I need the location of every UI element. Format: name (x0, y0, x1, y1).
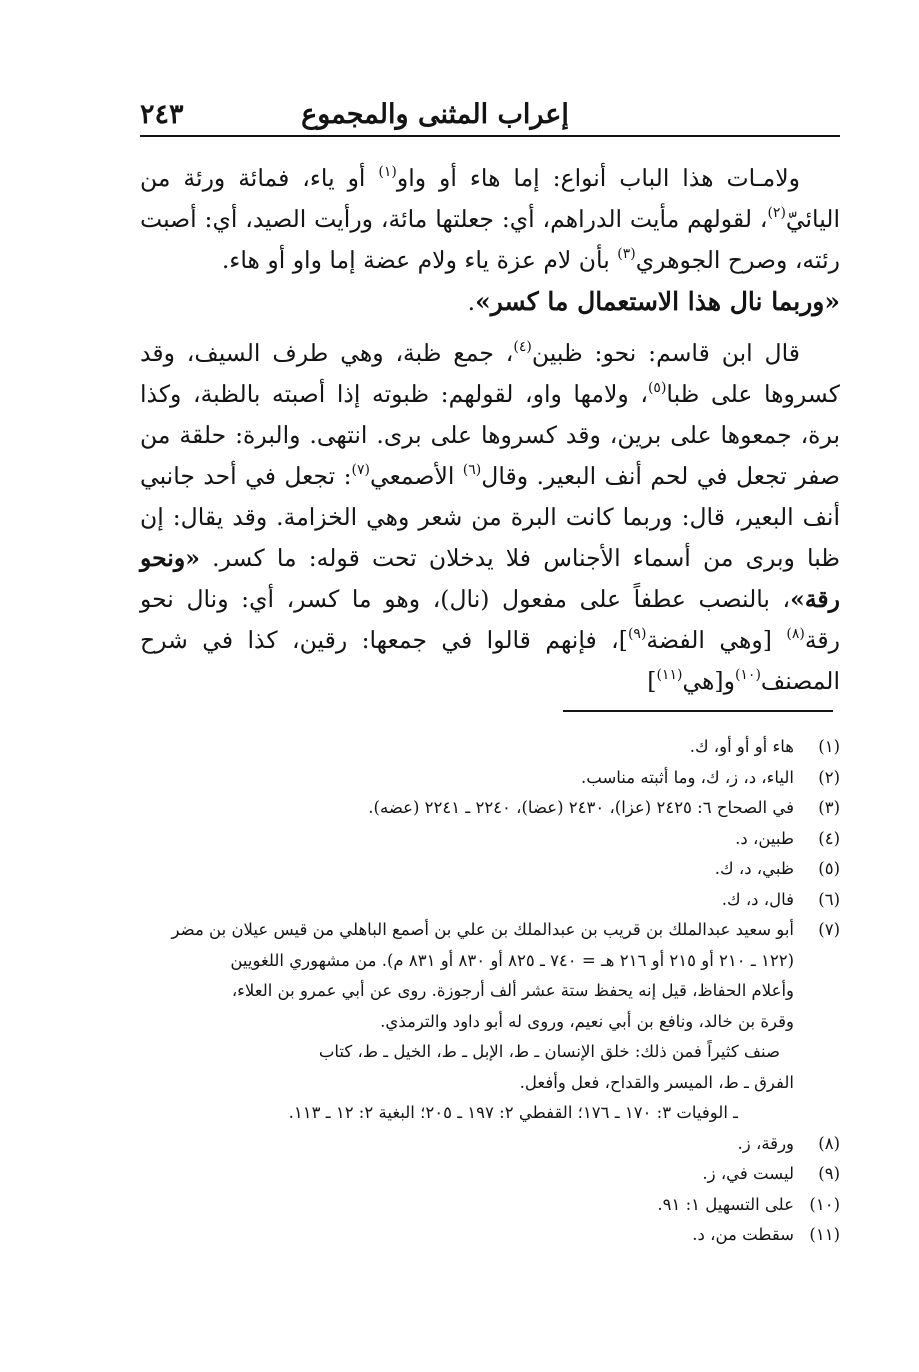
footnote-line: ورقة، ز. (737, 1133, 794, 1153)
footnote-item (140, 915, 840, 1129)
text-run: ، ولامها واو، لقولهم: ظبوته إذا أصبته بالظبة، وكذا برة، جمعوها على برين، وقد كسروها على برى. انتهى. والبرة: حلقة من صفر تجعل في لحم أنف البعير. وقال (140, 380, 841, 490)
footnote-ref-2[interactable]: (٢) (767, 205, 786, 221)
footnote-line: ليست في، ز. (702, 1164, 794, 1183)
footnote-item (140, 1190, 840, 1221)
footnote-line: صنف كثيراً فمن ذلك: خلق الإنسان ـ ط، الإبل ـ ط، الخيل ـ ط، كتاب (318, 1042, 780, 1061)
footnote-ref-11[interactable]: (١١) (656, 667, 683, 683)
footnote-ref-8[interactable]: (٨) (786, 626, 805, 642)
footnote-text (140, 915, 794, 1129)
footnote-item (140, 824, 840, 855)
footnote-item (140, 1159, 840, 1190)
footnote-item (140, 732, 840, 763)
footnote-separator (563, 710, 833, 712)
text-run: و[هي (682, 667, 735, 695)
footnote-number: (٧) (818, 920, 840, 939)
footnote-line: هاء أو أو أو، ك. (689, 737, 794, 756)
footnote-line: الفرق ـ ط، الميسر والقداح، فعل وأفعل. (519, 1072, 794, 1092)
footnote-line: ظبي، د، ك. (714, 859, 794, 878)
footnote-number: (٤) (818, 828, 840, 848)
footnote-number: (٥) (818, 859, 840, 878)
footnote-ref-7[interactable]: (٧) (351, 462, 370, 478)
footnote-line: الياء، د، ز، ك، وما أثبته مناسب. (581, 767, 794, 787)
quoted-matn-text: «وربما نال هذا الاستعمال ما كسر» (475, 287, 840, 316)
footnote-ref-3[interactable]: (٣) (617, 246, 636, 262)
text-run: الأصمعي (369, 462, 463, 490)
quoted-matn-text: «ونحو رقة» (140, 544, 840, 613)
footnote-text (140, 1159, 794, 1190)
footnote-number: (٦) (818, 889, 840, 909)
footnote-ref-10[interactable]: (١٠) (734, 667, 761, 683)
footnote-text (140, 763, 794, 794)
text-run: ، بالنصب عطفاً على مفعول (نال)، وهو ما كسر، أي: ونال نحو رقة (140, 585, 840, 654)
text-run: ، جمع ظبة، وهي طرف السيف، وقد كسروها على ظبا (140, 339, 840, 408)
footnote-ref-6[interactable]: (٦) (462, 462, 482, 478)
text-run: : تجعل في أحد جانبي أنف البعير، قال: وربما كانت البرة من شعر وهي الخزامة. وقد يقال: إن ظبا وبرى من أسماء الأجناس فلا يدخلان تحت قوله: ما كسر. (140, 462, 840, 572)
footnote-text (140, 793, 794, 824)
text-run: [وهي الفضة (646, 626, 787, 654)
footnote-item (140, 793, 840, 824)
footnote-line: وقرة بن خالد، ونافع بن أبي نعيم، وروى له أبو داود والترمذي. (380, 1011, 794, 1031)
footnote-item (140, 1220, 840, 1251)
footnote-number: (١) (818, 737, 840, 756)
footnote-item (140, 854, 840, 885)
footnote-number: (٩) (818, 1164, 840, 1183)
footnote-line: فال، د، ك. (721, 889, 794, 909)
text-run: ، لقولهم مأيت الدراهم، أي: جعلتها مائة، ورأيت الصيد، أي: أصبت رئته، وصرح الجوهري (140, 205, 840, 274)
text-run: قال ابن قاسم: نحو: ظبين (531, 339, 801, 367)
text-run: ] (647, 667, 657, 695)
footnote-line: أبو سعيد عبدالملك بن قريب بن عبدالملك بن علي بن أصمع الباهلي من قيس عيلان بن مضر (171, 920, 794, 939)
footnote-line: ـ الوفيات ٣: ١٧٠ ـ ١٧٦؛ القفطي ٢: ١٩٧ ـ ٢٠٥؛ البغية ٢: ١٢ ـ ١١٣. (288, 1103, 738, 1122)
paragraph-1 (140, 158, 840, 323)
footnote-text (140, 1190, 794, 1221)
footnote-ref-1[interactable]: (١) (378, 164, 397, 180)
footnote-number: (٣) (818, 798, 840, 817)
footnote-line: (١٢٢ ـ ٢١٠ أو ٢١٥ أو ٢١٦ هـ = ٧٤٠ ـ ٨٢٥ أو ٨٣٠ أو ٨٣١ م). من مشهوري اللغويين (230, 950, 794, 970)
footnote-line: وأعلام الحفاظ، قيل إنه يحفظ ستة عشر ألف أرجوزة. روى عن أبي عمرو بن العلاء، (231, 981, 794, 1000)
footnote-item (140, 885, 840, 916)
footnote-line: سقطت من، د. (692, 1225, 794, 1244)
footnote-number: (١٠) (809, 1194, 840, 1214)
footnote-text (140, 732, 794, 763)
footnote-line: طبين، د. (735, 828, 794, 848)
running-header-title: إعراب المثنى والمجموع (301, 99, 569, 130)
text-run: بأن لام عزة ياء ولام عضة إما واو أو هاء. (221, 246, 618, 274)
text-run: أو ياء، فمائة ورئة من اليائيّ (140, 164, 840, 233)
text-run: . (467, 288, 476, 316)
footnote-number: (٨) (818, 1133, 840, 1153)
footnote-ref-9[interactable]: (٩) (627, 626, 647, 642)
footnote-number: (٢) (818, 767, 840, 787)
text-run: ولامـات هذا الباب أنواع: إما هاء أو واو (396, 164, 801, 192)
footnote-text (140, 885, 794, 916)
footnote-text (140, 854, 794, 885)
footnote-ref-4[interactable]: (٤) (513, 339, 532, 355)
footnote-text (140, 1129, 794, 1160)
footnote-line: على التسهيل ١: ٩١. (657, 1194, 794, 1214)
paragraph-2 (140, 333, 840, 702)
footnote-text (140, 824, 794, 855)
footnote-item (140, 763, 840, 794)
footnote-ref-5[interactable]: (٥) (647, 380, 667, 396)
footnote-text (140, 1220, 794, 1251)
header-rule (140, 135, 840, 137)
footnote-line: في الصحاح ٦: ٢٤٢٥ (عزا)، ٢٤٣٠ (عضا)، ٢٢٤٠ ـ ٢٢٤١ (عضه). (368, 798, 794, 817)
footnote-item (140, 1129, 840, 1160)
page-number: ٢٤٣ (140, 99, 184, 130)
text-run: ]، فإنهم قالوا في جمعها: رقين، كذا في شرح المصنف (140, 626, 840, 695)
footnotes-list (140, 732, 840, 1251)
footnote-number: (١١) (809, 1225, 840, 1244)
